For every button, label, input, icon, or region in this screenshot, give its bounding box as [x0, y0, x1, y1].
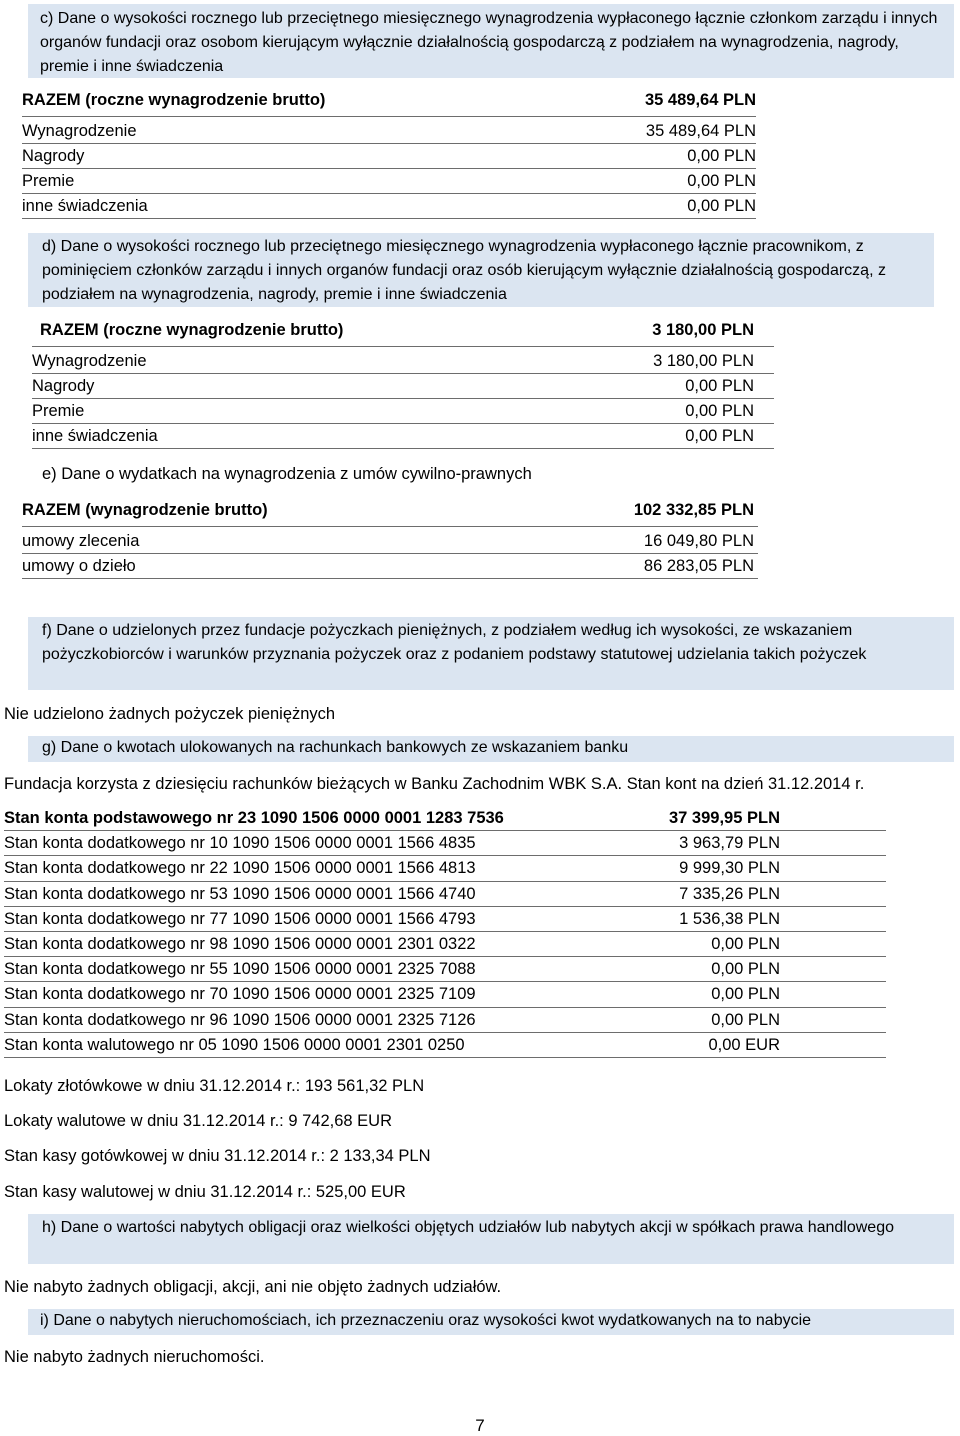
account-label: Stan konta dodatkowego nr 10 1090 1506 0000 0001 1566 4835: [4, 834, 476, 853]
row-label: Nagrody: [32, 377, 95, 395]
table-row: [4, 831, 886, 856]
section-f-text: Nie udzielono żadnych pożyczek pieniężnych: [4, 705, 336, 723]
account-value: 1 536,38 PLN: [679, 909, 780, 928]
row-value: 86 283,05 PLN: [643, 557, 754, 575]
kasa-pln: Stan kasy gotówkowej w dniu 31.12.2014 r.: 2 133,34 PLN: [4, 1147, 431, 1165]
account-label: Stan konta dodatkowego nr 53 1090 1506 0000 0001 1566 4740: [4, 884, 476, 903]
row-label: Premie: [22, 172, 75, 190]
table-row: [4, 957, 886, 982]
section-d-table: [32, 316, 774, 449]
section-h-heading-text: h) Dane o wartości nabytych obligacji oraz wielkości objętych udziałów lub nabytych akcji w spółkach prawa handlowego: [42, 1219, 894, 1236]
row-label: inne świadczenia: [32, 427, 158, 445]
row-value: 0,00 PLN: [685, 427, 754, 445]
table-row: [32, 399, 774, 424]
row-value: 3 180,00 PLN: [653, 352, 754, 370]
row-value: 0,00 PLN: [685, 377, 754, 395]
table-row: [22, 144, 756, 169]
row-label: umowy o dzieło: [22, 557, 136, 575]
table-row: [4, 856, 886, 881]
account-label: Stan konta dodatkowego nr 98 1090 1506 0000 0001 2301 0322: [4, 934, 476, 953]
account-value: 0,00 PLN: [711, 934, 780, 953]
table-row: [22, 554, 758, 579]
lokaty-eur: Lokaty walutowe w dniu 31.12.2014 r.: 9 742,68 EUR: [4, 1112, 392, 1130]
row-value: 0,00 PLN: [687, 147, 756, 165]
account-label: Stan konta podstawowego nr 23 1090 1506 0000 0001 1283 7536: [4, 809, 504, 827]
account-label: Stan konta dodatkowego nr 70 1090 1506 0000 0001 2325 7109: [4, 985, 476, 1004]
row-value: 3 180,00 PLN: [652, 321, 754, 339]
page-number: 7: [475, 1416, 485, 1435]
table-row: [4, 907, 886, 932]
table-row: [4, 806, 886, 831]
kasa-eur: Stan kasy walutowej w dniu 31.12.2014 r.: 525,00 EUR: [4, 1183, 406, 1201]
table-row: [22, 119, 756, 144]
section-g-intro: Fundacja korzysta z dziesięciu rachunków bieżących w Banku Zachodnim WBK S.A. Stan kont na dzień 31.12.2014 r.: [4, 775, 865, 793]
section-f-heading: [28, 617, 954, 690]
account-label: Stan konta walutowego nr 05 1090 1506 0000 0001 2301 0250: [4, 1035, 465, 1054]
account-label: Stan konta dodatkowego nr 22 1090 1506 0000 0001 1566 4813: [4, 859, 476, 878]
table-row: [4, 882, 886, 907]
section-d-heading: [28, 233, 934, 307]
section-f-heading-text: f) Dane o udzielonych przez fundacje pożyczkach pieniężnych, z podziałem według ich wysokości, ze wskazaniem pożyczkobiorców i warunków przyznania pożyczek oraz z podaniem podstawy statutowej udzielania takich pożyczek: [42, 622, 867, 663]
section-h-heading: [28, 1214, 954, 1264]
account-value: 37 399,95 PLN: [669, 809, 780, 827]
account-label: Stan konta dodatkowego nr 55 1090 1506 0000 0001 2325 7088: [4, 960, 476, 979]
account-value: 0,00 PLN: [711, 960, 780, 979]
section-i-heading: [28, 1309, 954, 1335]
row-value: 35 489,64 PLN: [645, 91, 756, 109]
table-row: [32, 374, 774, 399]
row-value: 35 489,64 PLN: [645, 122, 756, 140]
section-d-heading-text: d) Dane o wysokości rocznego lub przeciętnego miesięcznego wynagrodzenia wypłaconego łącznie pracownikom, z pominięciem członków zarządu i innych organów fundacji oraz osób kierującym wyłącznie działalnością gospodarczą, z podziałem na wynagrodzenia, nagrody, premie i inne świadczenia: [42, 238, 886, 303]
account-value: 9 999,30 PLN: [679, 859, 780, 878]
row-value: 16 049,80 PLN: [643, 532, 754, 550]
section-e-heading: e) Dane o wydatkach na wynagrodzenia z umów cywilno-prawnych: [42, 465, 532, 483]
row-value: 0,00 PLN: [685, 402, 754, 420]
account-value: 7 335,26 PLN: [679, 884, 780, 903]
table-row: [4, 1033, 886, 1058]
table-row: [32, 424, 774, 449]
section-i-heading-text: i) Dane o nabytych nieruchomościach, ich przeznaczeniu oraz wysokości kwot wydatkowanych na to nabycie: [40, 1312, 812, 1329]
account-value: 0,00 EUR: [708, 1035, 780, 1054]
bank-accounts-table: [4, 806, 886, 1058]
section-e-table: [22, 496, 758, 579]
table-row: [4, 932, 886, 957]
section-g-heading: [28, 736, 954, 762]
table-row: [22, 496, 758, 527]
account-label: Stan konta dodatkowego nr 96 1090 1506 0000 0001 2325 7126: [4, 1010, 476, 1029]
table-row: [4, 982, 886, 1007]
section-g-heading-text: g) Dane o kwotach ulokowanych na rachunkach bankowych ze wskazaniem banku: [42, 739, 629, 756]
account-value: 3 963,79 PLN: [679, 834, 780, 853]
table-row: [4, 1008, 886, 1033]
section-c-heading: [28, 4, 954, 78]
row-label: umowy zlecenia: [22, 532, 140, 550]
table-row: [32, 349, 774, 374]
section-h-text: Nie nabyto żadnych obligacji, akcji, ani nie objęto żadnych udziałów.: [4, 1278, 502, 1296]
account-value: 0,00 PLN: [711, 985, 780, 1004]
table-row: [22, 529, 758, 554]
lokaty-pln: Lokaty złotówkowe w dniu 31.12.2014 r.: 193 561,32 PLN: [4, 1077, 425, 1095]
table-row: [22, 86, 756, 117]
row-label: Wynagrodzenie: [22, 122, 137, 140]
row-label: inne świadczenia: [22, 197, 148, 215]
row-label: Wynagrodzenie: [32, 352, 147, 370]
section-c-heading-text: c) Dane o wysokości rocznego lub przeciętnego miesięcznego wynagrodzenia wypłaconego łącznie członkom zarządu i innych organów fundacji oraz osobom kierującym wyłącznie działalnością gospodarczą z podziałem na wynagrodzenia, nagrody, premie i inne świadczenia: [40, 10, 938, 75]
row-label: RAZEM (roczne wynagrodzenie brutto): [40, 321, 344, 339]
row-label: Premie: [32, 402, 85, 420]
row-label: RAZEM (roczne wynagrodzenie brutto): [22, 91, 326, 109]
row-value: 0,00 PLN: [687, 172, 756, 190]
section-i-text: Nie nabyto żadnych nieruchomości.: [4, 1348, 265, 1366]
row-label: RAZEM (wynagrodzenie brutto): [22, 501, 268, 519]
section-c-table: [22, 86, 756, 219]
table-row: [32, 316, 774, 347]
row-value: 102 332,85 PLN: [633, 501, 754, 519]
row-value: 0,00 PLN: [687, 197, 756, 215]
table-row: [22, 169, 756, 194]
account-value: 0,00 PLN: [711, 1010, 780, 1029]
account-label: Stan konta dodatkowego nr 77 1090 1506 0000 0001 1566 4793: [4, 909, 476, 928]
table-row: [22, 194, 756, 219]
row-label: Nagrody: [22, 147, 85, 165]
